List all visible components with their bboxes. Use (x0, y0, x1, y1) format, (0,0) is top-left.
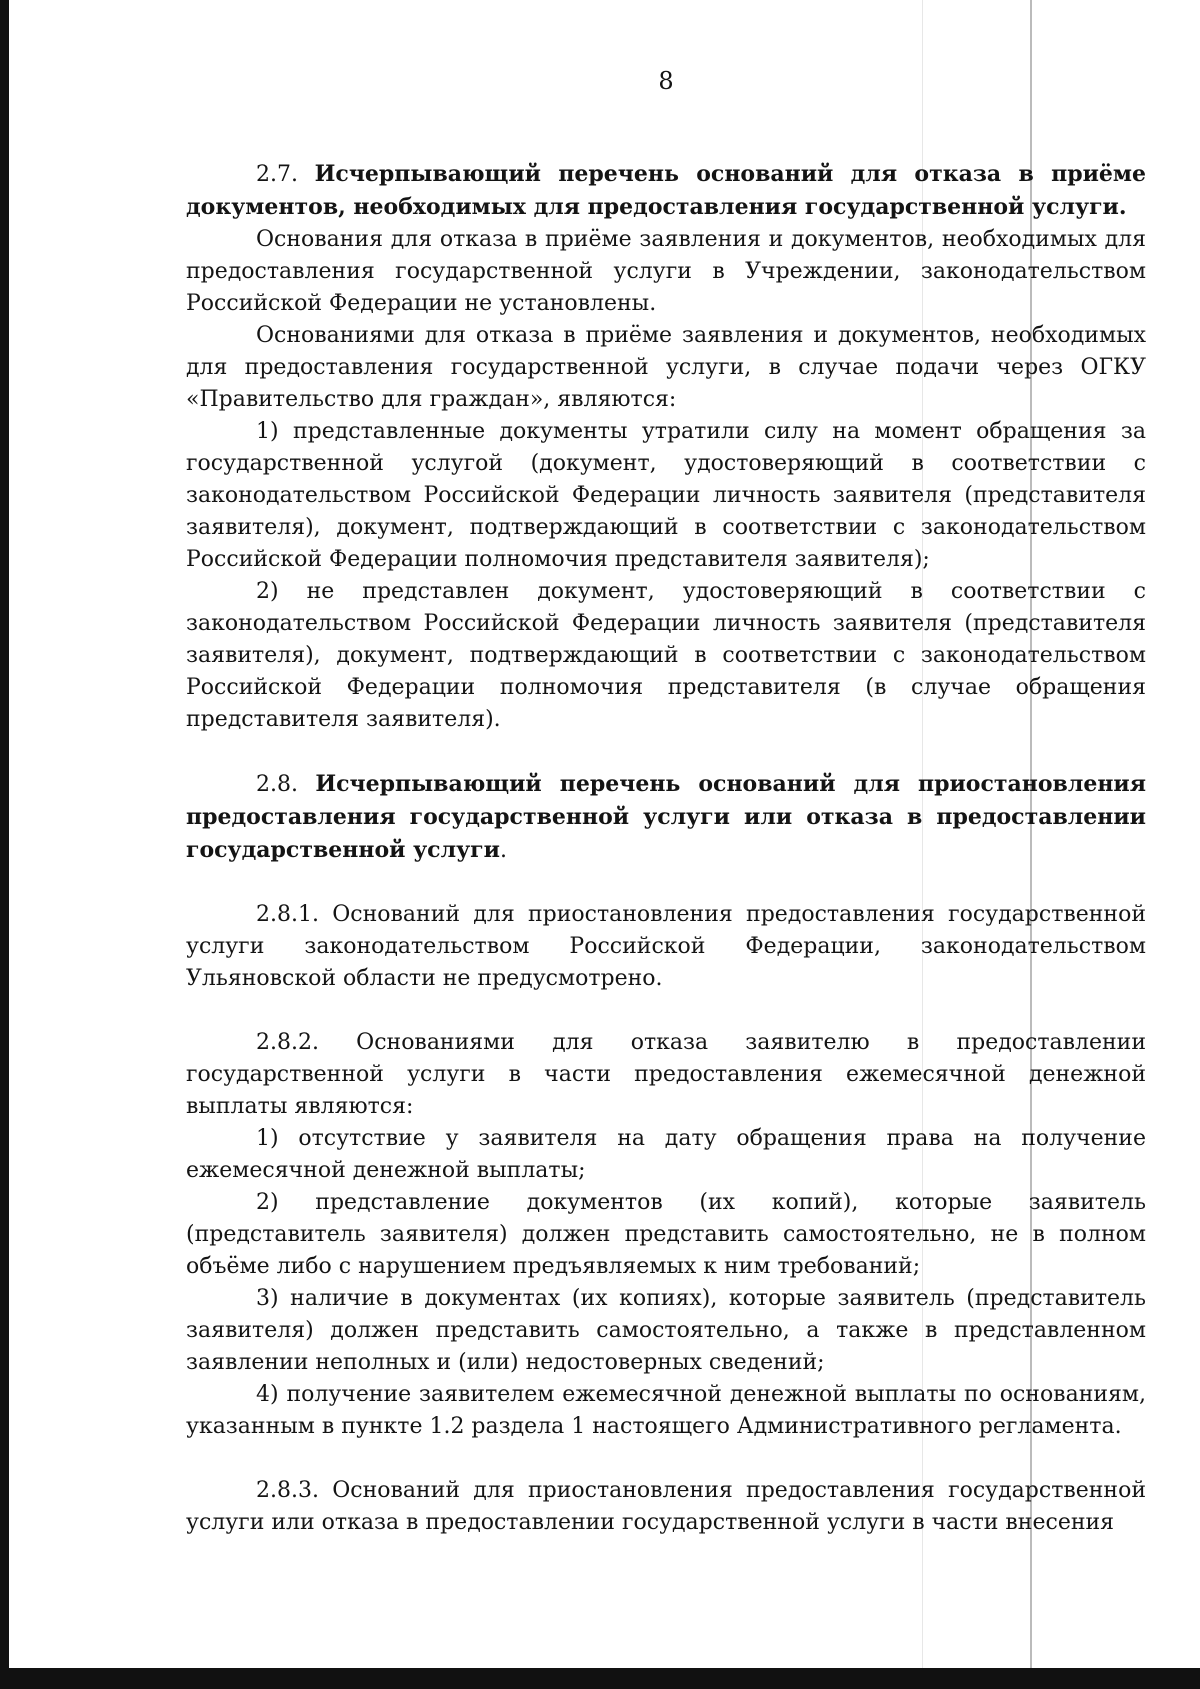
section-2-7-list-item-2: 2) не представлен документ, удостоверяющий в соответствии с законодательством Российской Федерации личность заявителя (представителя заявителя), документ, подтверждающий в соответствии с законодательством Российской Федерации полномочия представителя (в случае обращения представителя заявителя). (186, 579, 1146, 732)
scan-bottom-edge (0, 1668, 1200, 1689)
page-number: 8 (658, 67, 674, 95)
section-2-8-2-list-item-3: 3) наличие в документах (их копиях), которые заявитель (представитель заявителя) должен представить самостоятельно, а также в представленном заявлении неполных и (или) недостоверных сведений; (186, 1286, 1146, 1375)
section-2-8-heading (186, 768, 1146, 867)
section-2-8-1-paragraph: 2.8.1. Оснований для приостановления предоставления государственной услуги законодательством Российской Федерации, законодательством Ульяновской области не предусмотрено. (186, 902, 1146, 991)
section-2-8-number: 2.8. (256, 772, 298, 797)
section-2-7-list-item-1: 1) представленные документы утратили силу на момент обращения за государственной услугой (документ, удостоверяющий в соответствии с законодательством Российской Федерации личность заявителя (представителя заявителя), документ, подтверждающий в соответствии с законодательством Российской Федерации полномочия представителя заявителя); (186, 419, 1146, 572)
section-2-7-paragraph-1: Основания для отказа в приёме заявления и документов, необходимых для предоставления государственной услуги в Учреждении, законодательством Российской Федерации не установлены. (186, 227, 1146, 316)
section-2-8-title-end: . (499, 838, 507, 863)
section-2-8-2-list-item-1: 1) отсутствие у заявителя на дату обращения права на получение ежемесячной денежной выплаты; (186, 1126, 1146, 1183)
spacer (186, 995, 1146, 1027)
document-body (186, 158, 1146, 1539)
section-2-8-2-paragraph: 2.8.2. Основаниями для отказа заявителю в предоставлении государственной услуги в части предоставления ежемесячной денежной выплаты являются: (186, 1030, 1146, 1119)
section-2-7-paragraph-2: Основаниями для отказа в приёме заявления и документов, необходимых для предоставления государственной услуги, в случае подачи через ОГКУ «Правительство для граждан», являются: (186, 323, 1146, 412)
spacer (186, 1443, 1146, 1475)
spacer (186, 867, 1146, 899)
section-2-8-3-paragraph: 2.8.3. Оснований для приостановления предоставления государственной услуги или отказа в предоставлении государственной услуги в части внесения (186, 1478, 1146, 1535)
spacer (186, 736, 1146, 768)
section-2-8-2-list-item-4: 4) получение заявителем ежемесячной денежной выплаты по основаниям, указанным в пункте 1.2 раздела 1 настоящего Административного регламента. (186, 1382, 1146, 1439)
scan-left-edge (0, 0, 9, 1689)
section-2-7-number: 2.7. (256, 162, 298, 187)
section-2-7-heading (186, 158, 1146, 224)
section-2-8-2-list-item-2: 2) представление документов (их копий), которые заявитель (представитель заявителя) должен представить самостоятельно, не в полном объёме либо с нарушением предъявляемых к ним требований; (186, 1190, 1146, 1279)
section-2-8-title: Исчерпывающий перечень оснований для приостановления предоставления государственной услуги или отказа в предоставлении государственной услуги (186, 771, 1146, 863)
section-2-7-title: Исчерпывающий перечень оснований для отказа в приёме документов, необходимых для предоставления государственной услуги. (186, 161, 1146, 220)
